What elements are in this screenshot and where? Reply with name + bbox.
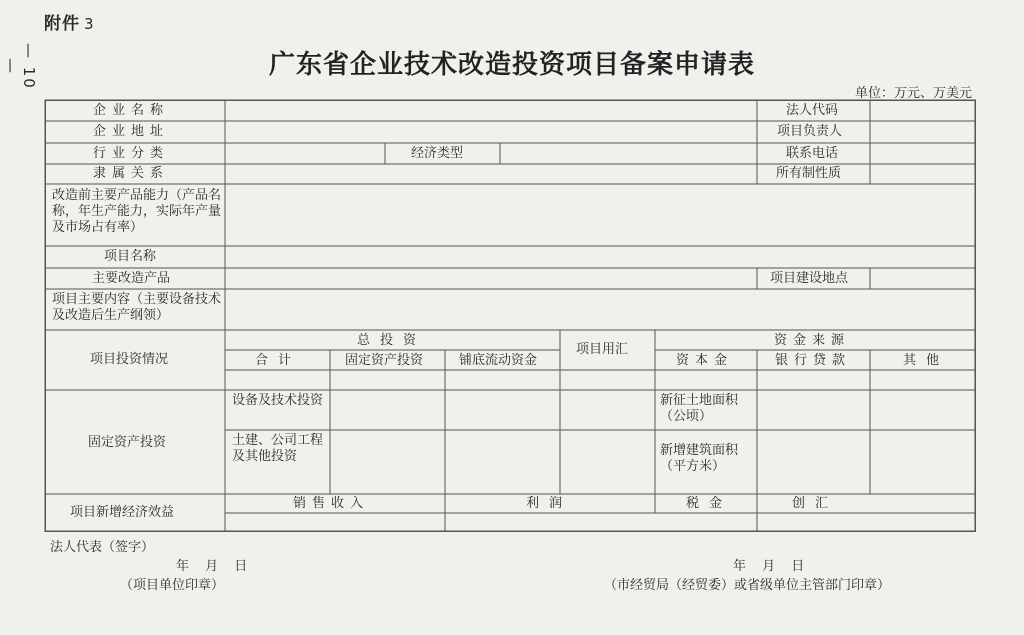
label-forex-earned: 创汇 [792,496,839,511]
label-benefit-section: 项目新增经济效益 [70,505,175,520]
label-new-building: 新增建筑面积（平方米） [660,443,739,474]
label-bank-loan: 银行贷款 [775,353,852,368]
unit-label: 单位：万元、万美元 [854,86,972,101]
label-other: 其他 [903,353,950,368]
label-main-products: 主要改造产品 [92,271,171,286]
label-capacity-before: 改造前主要产品能力（产品名称，年生产能力，实际年产量及市场占有率） [52,188,222,235]
label-forex: 项目用汇 [576,342,629,357]
label-main-content: 项目主要内容（主要设备技术及改造后生产纲领） [52,292,222,323]
label-construction-site: 项目建设地点 [770,271,849,286]
label-fixed-section: 固定资产投资 [88,435,167,450]
label-legal-code: 法人代码 [786,103,839,118]
label-industry: 行业分类 [93,146,170,161]
label-fixed-asset: 固定资产投资 [345,353,424,368]
attachment-number: 3 [84,15,95,33]
attachment-text: 附件 [44,14,80,34]
label-profit: 利润 [526,496,573,511]
label-sales: 销售收入 [293,496,370,511]
label-capital: 资本金 [676,353,734,368]
date-left: 年 月 日 [176,559,254,574]
page-number: — 10 — [2,42,38,90]
label-total-investment: 总投资 [357,333,427,348]
label-tax: 税金 [686,496,733,511]
label-civil: 土建、公司工程及其他投资 [232,433,324,464]
label-new-land: 新征土地面积（公顷） [660,393,739,424]
form-title: 广东省企业技术改造投资项目备案申请表 [268,50,755,80]
legal-rep-signature: 法人代表（签字） [50,540,155,555]
label-economic-type: 经济类型 [411,146,464,161]
label-investment-section: 项目投资情况 [90,352,169,367]
label-total: 合计 [255,353,302,368]
seal-left: （项目单位印章） [120,578,225,593]
label-ownership: 所有制性质 [776,166,842,181]
label-project-leader: 项目负责人 [777,124,843,139]
label-affiliation: 隶属关系 [93,166,170,181]
date-right: 年 月 日 [733,559,811,574]
label-funding-source: 资金来源 [774,333,851,348]
label-project-name: 项目名称 [104,249,157,264]
label-enterprise-name: 企业名称 [93,103,170,118]
seal-right: （市经贸局（经贸委）或省级单位主管部门印章） [604,578,891,593]
label-enterprise-address: 企业地址 [93,124,170,139]
label-contact-phone: 联系电话 [786,146,839,161]
label-equipment: 设备及技术投资 [232,393,324,408]
label-working-capital: 铺底流动资金 [459,353,538,368]
